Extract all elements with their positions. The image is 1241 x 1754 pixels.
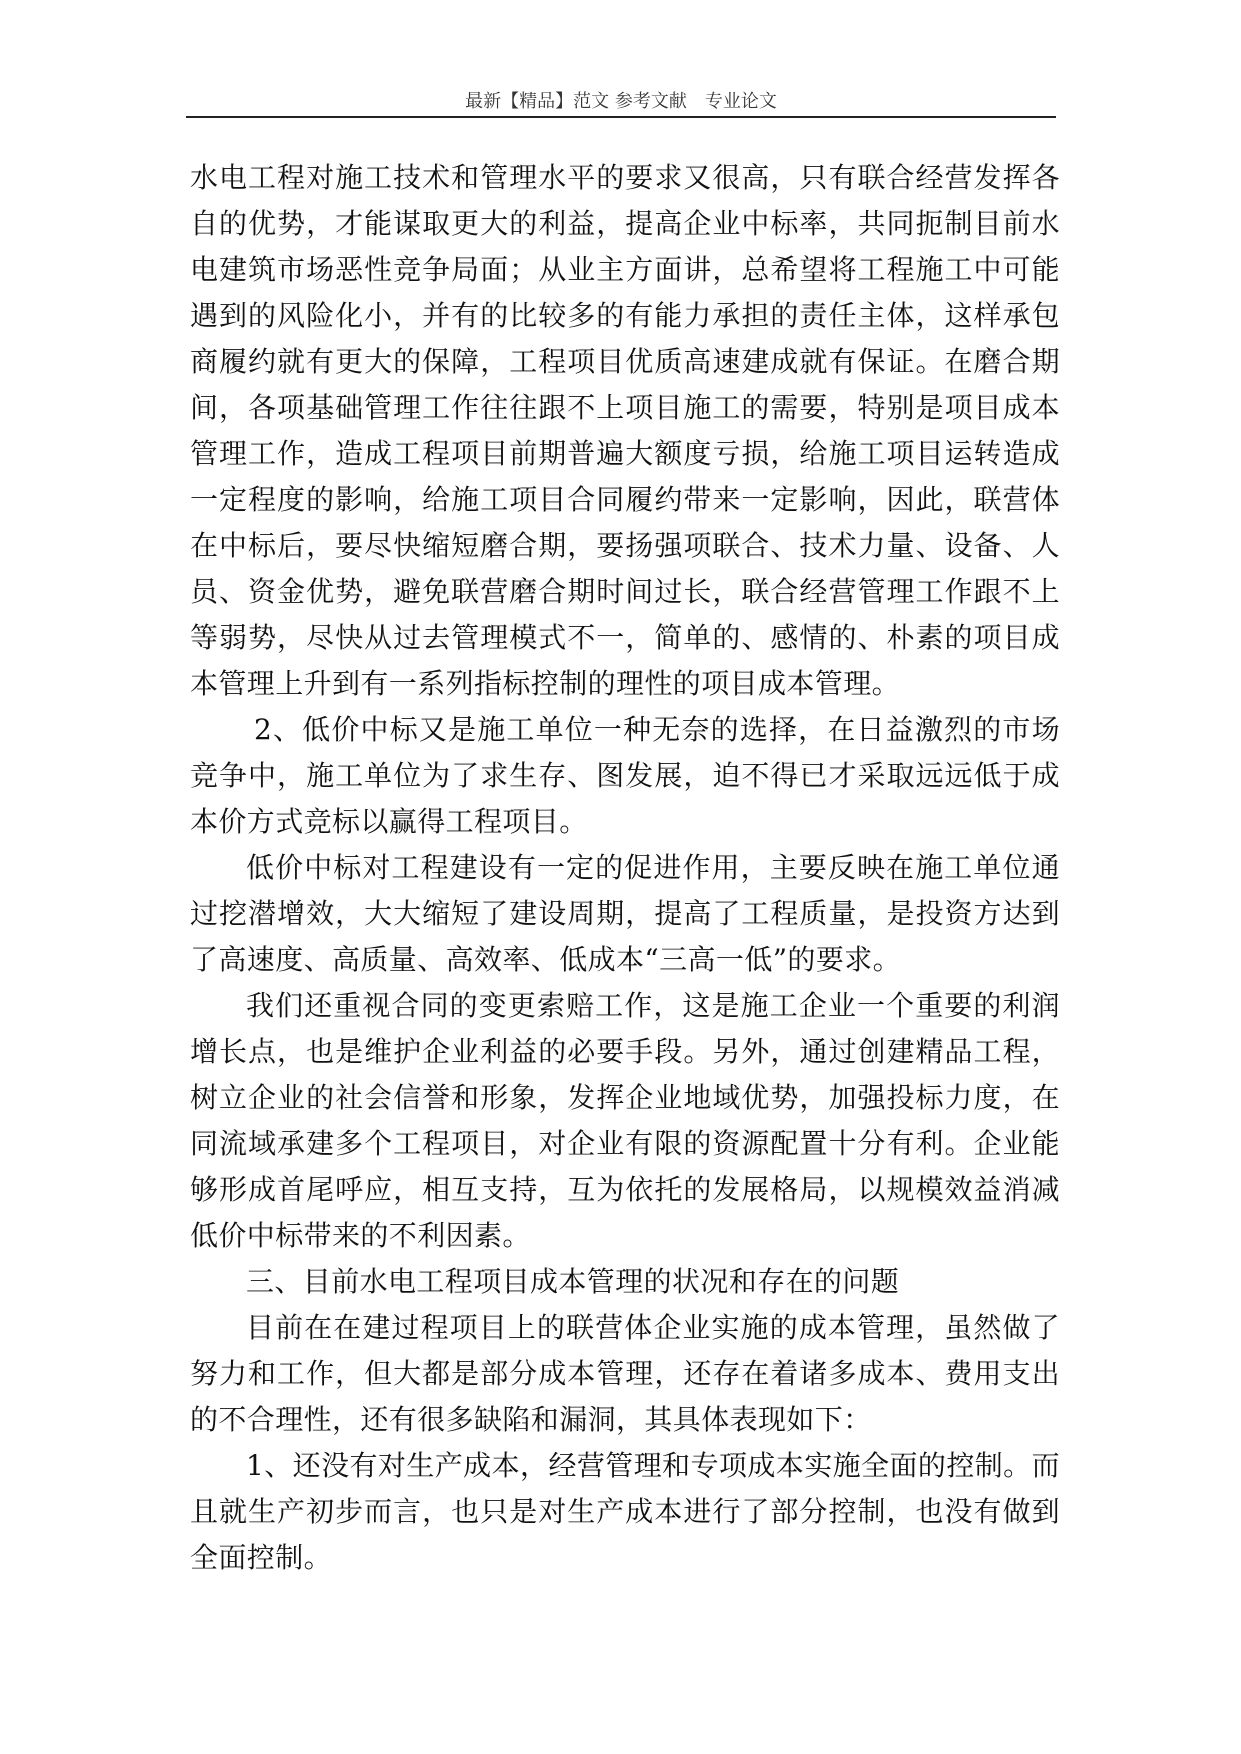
paragraph-6: 1、还没有对生产成本，经营管理和专项成本实施全面的控制。而且就生产初步而言，也只是对生产成本进行了部分控制，也没有做到全面控制。	[190, 1449, 1060, 1574]
page-header: 最新【精品】范文 参考文献 专业论文	[465, 91, 777, 112]
section-heading: 三、目前水电工程项目成本管理的状况和存在的问题	[246, 1265, 900, 1298]
document-body	[190, 155, 1060, 1581]
paragraph-2: 2、低价中标又是施工单位一种无奈的选择，在日益激烈的市场竞争中，施工单位为了求生存、图发展，迫不得已才采取远远低于成本价方式竞标以赢得工程项目。	[190, 713, 1060, 838]
paragraph-4: 我们还重视合同的变更索赔工作，这是施工企业一个重要的利润增长点，也是维护企业利益的必要手段。另外，通过创建精品工程，树立企业的社会信誉和形象，发挥企业地域优势，加强投标力度，在同流域承建多个工程项目，对企业有限的资源配置十分有利。企业能够形成首尾呼应，相互支持，互为依托的发展格局，以规模效益消减低价中标带来的不利因素。	[190, 989, 1060, 1252]
paragraph-1: 水电工程对施工技术和管理水平的要求又很高，只有联合经营发挥各自的优势，才能谋取更大的利益，提高企业中标率，共同扼制目前水电建筑市场恶性竞争局面；从业主方面讲，总希望将工程施工中可能遇到的风险化小，并有的比较多的有能力承担的责任主体，这样承包商履约就有更大的保障，工程项目优质高速建成就有保证。在磨合期间，各项基础管理工作往往跟不上项目施工的需要，特别是项目成本管理工作，造成工程项目前期普遍大额度亏损，给施工项目运转造成一定程度的影响，给施工项目合同履约带来一定影响，因此，联营体在中标后，要尽快缩短磨合期，要扬强项联合、技术力量、设备、人员、资金优势，避免联营磨合期时间过长，联合经营管理工作跟不上等弱势，尽快从过去管理模式不一，简单的、感情的、朴素的项目成本管理上升到有一系列指标控制的理性的项目成本管理。	[190, 161, 1060, 700]
header-divider	[186, 116, 1056, 118]
paragraph-3: 低价中标对工程建设有一定的促进作用，主要反映在施工单位通过挖潜增效，大大缩短了建设周期，提高了工程质量，是投资方达到了高速度、高质量、高效率、低成本“三高一低”的要求。	[190, 851, 1060, 976]
paragraph-5: 目前在在建过程项目上的联营体企业实施的成本管理，虽然做了努力和工作，但大都是部分成本管理，还存在着诸多成本、费用支出的不合理性，还有很多缺陷和漏洞，其具体表现如下：	[190, 1311, 1060, 1436]
